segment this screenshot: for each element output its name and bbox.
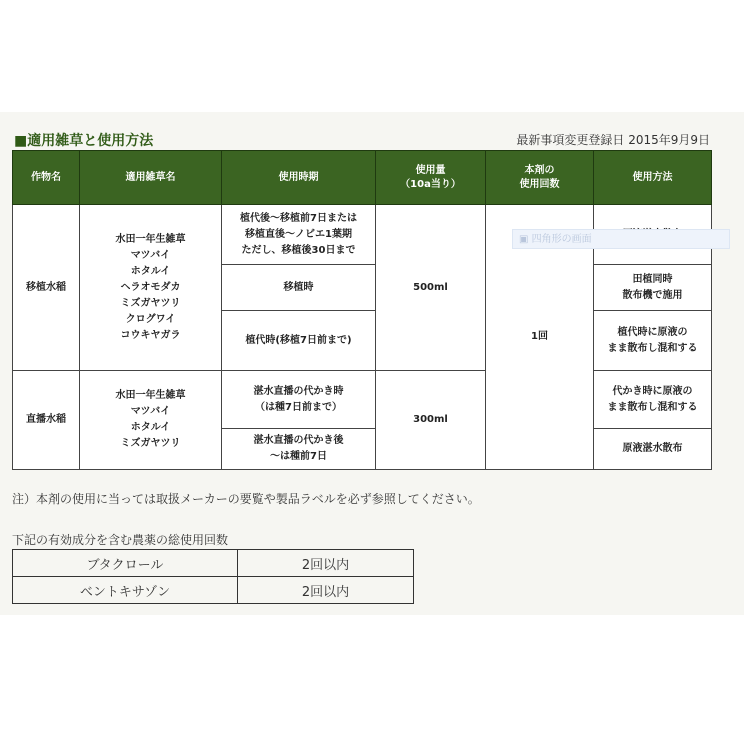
ingredient-count: 2回以内 [238,550,414,577]
table-header-row [13,151,712,205]
timing-transplant-1: 植代後～移植前7日または 移植直後～ノビエ1葉期 ただし、移植後30日まで [222,205,376,265]
crop-transplant: 移植水稲 [13,205,80,371]
method-transplant-3: 植代時に原液の まま散布し混和する [594,311,712,371]
amount-direct: 300ml [376,371,486,470]
header-amount: 使用量 （10a当り） [376,151,486,205]
method-direct-1: 代かき時に原液の まま散布し混和する [594,371,712,429]
ingredient-count: 2回以内 [238,577,414,604]
table-row [13,550,414,577]
usage-count: 1回 [486,205,594,470]
ingredient-name: ブタクロール [13,550,238,577]
ingredient-name: ベントキサゾン [13,577,238,604]
header-count: 本剤の 使用回数 [486,151,594,205]
section-title: ■適用雑草と使用方法 [14,133,154,149]
header-method: 使用方法 [594,151,712,205]
usage-note: 注）本剤の使用に当っては取扱メーカーの要覧や製品ラベルを必ず参照してください。 [12,492,480,506]
weeds-direct: 水田一年生雑草 マツバイ ホタルイ ミズガヤツリ [80,371,222,470]
crop-direct: 直播水稲 [13,371,80,470]
timing-direct-1: 湛水直播の代かき時 （は種7日前まで） [222,371,376,429]
ghost-overlay-label: ▣ 四角形の画面 [512,229,730,249]
registration-date: 最新事項変更登録日 2015年9月9日 [516,133,710,147]
table-row [13,371,712,429]
table-row [13,577,414,604]
weed-usage-table [12,150,712,470]
header-timing: 使用時期 [222,151,376,205]
timing-transplant-3: 植代時(移植7日前まで) [222,311,376,371]
method-direct-2: 原液湛水散布 [594,429,712,470]
ingredients-subtitle: 下記の有効成分を含む農薬の総使用回数 [12,533,229,547]
header-weeds: 適用雑草名 [80,151,222,205]
timing-transplant-2: 移植時 [222,265,376,311]
method-transplant-2: 田植同時 散布機で施用 [594,265,712,311]
ingredient-table [12,549,414,604]
header-crop: 作物名 [13,151,80,205]
weeds-transplant: 水田一年生雑草 マツバイ ホタルイ ヘラオモダカ ミズガヤツリ クログワイ コウキヤガラ [80,205,222,371]
amount-transplant: 500ml [376,205,486,371]
timing-direct-2: 湛水直播の代かき後 ～は種前7日 [222,429,376,470]
